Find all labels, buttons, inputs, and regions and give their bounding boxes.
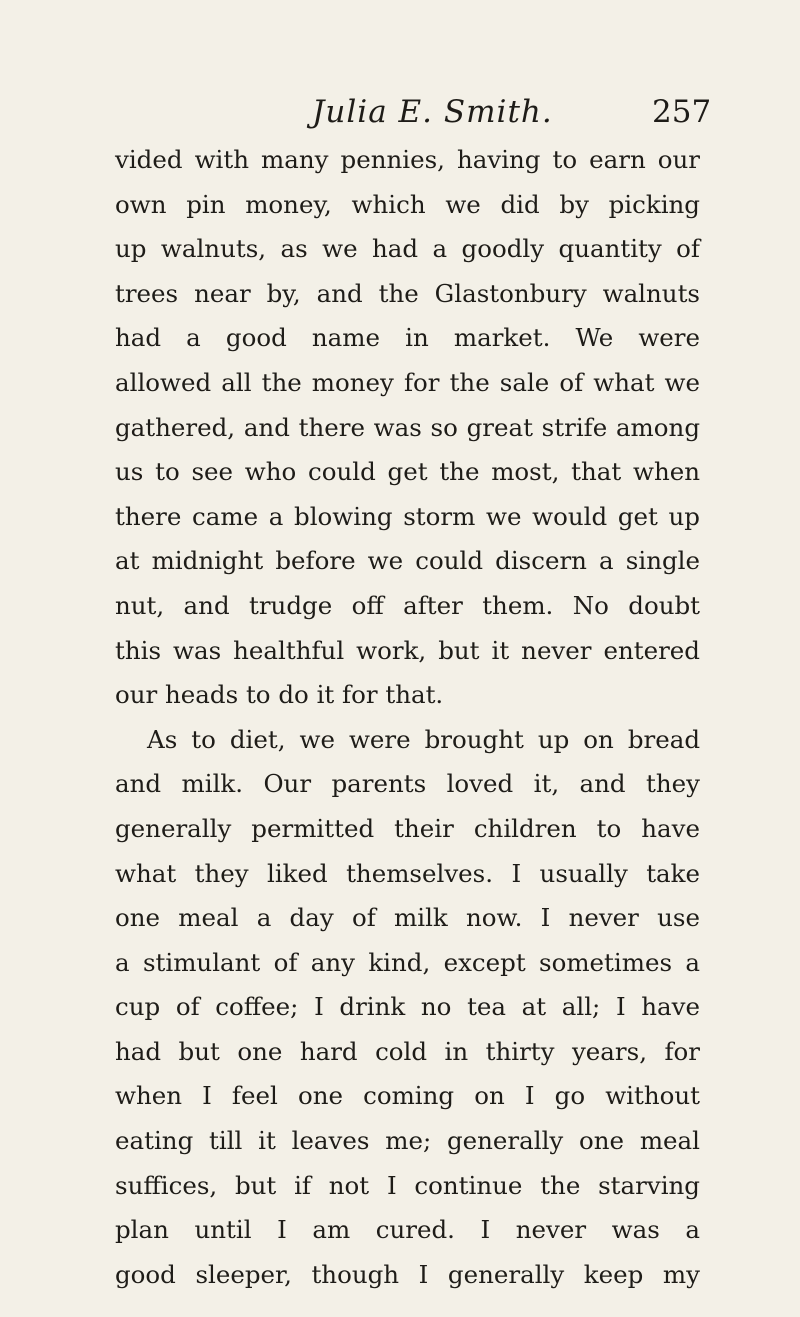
text-line: trees near by, and the Glastonbury walnuts	[115, 278, 700, 308]
text-line: this was healthful work, but it never entered	[115, 635, 700, 665]
running-head	[0, 94, 800, 134]
text-line: suffices, but if not I continue the starving	[115, 1170, 700, 1200]
text-line: vided with many pennies, having to earn our	[115, 145, 700, 174]
text-line: eating till it leaves me; generally one meal	[115, 1126, 700, 1156]
text-line: allowed all the money for the sale of what we	[115, 367, 700, 397]
text-line: what they liked themselves. I usually take	[115, 858, 700, 888]
text-line: gathered, and there was so great strife among	[115, 412, 700, 442]
text-line: us to see who could get the most, that when	[115, 457, 700, 487]
text-line: cup of coffee; I drink no tea at all; I have	[115, 992, 700, 1022]
text-line: when I feel one coming on I go without	[115, 1081, 700, 1111]
paragraph-end-line: our heads to do it for that.	[115, 680, 444, 710]
text-line: generally permitted their children to have	[115, 813, 700, 843]
text-line: nut, and trudge off after them. No doubt	[115, 590, 700, 620]
text-line: and milk. Our parents loved it, and they	[115, 769, 700, 799]
text-line: had but one hard cold in thirty years, for	[115, 1036, 700, 1066]
text-line: one meal a day of milk now. I never use	[115, 903, 700, 933]
text-line: good sleeper, though I generally keep my	[115, 1259, 700, 1289]
text-line: own pin money, which we did by picking	[115, 189, 700, 219]
text-line: a stimulant of any kind, except sometimes a	[115, 947, 700, 977]
body-text	[115, 138, 700, 1297]
text-line: at midnight before we could discern a single	[115, 546, 700, 576]
running-title: Julia E. Smith.	[312, 94, 553, 130]
text-line: had a good name in market. We were	[115, 323, 700, 353]
paragraph-start-line: As to diet, we were brought up on bread	[147, 724, 700, 754]
page-number: 257	[652, 94, 712, 130]
text-line: up walnuts, as we had a goodly quantity of	[115, 234, 700, 264]
text-line: plan until I am cured. I never was a	[115, 1215, 700, 1245]
text-line: there came a blowing storm we would get up	[115, 501, 700, 531]
